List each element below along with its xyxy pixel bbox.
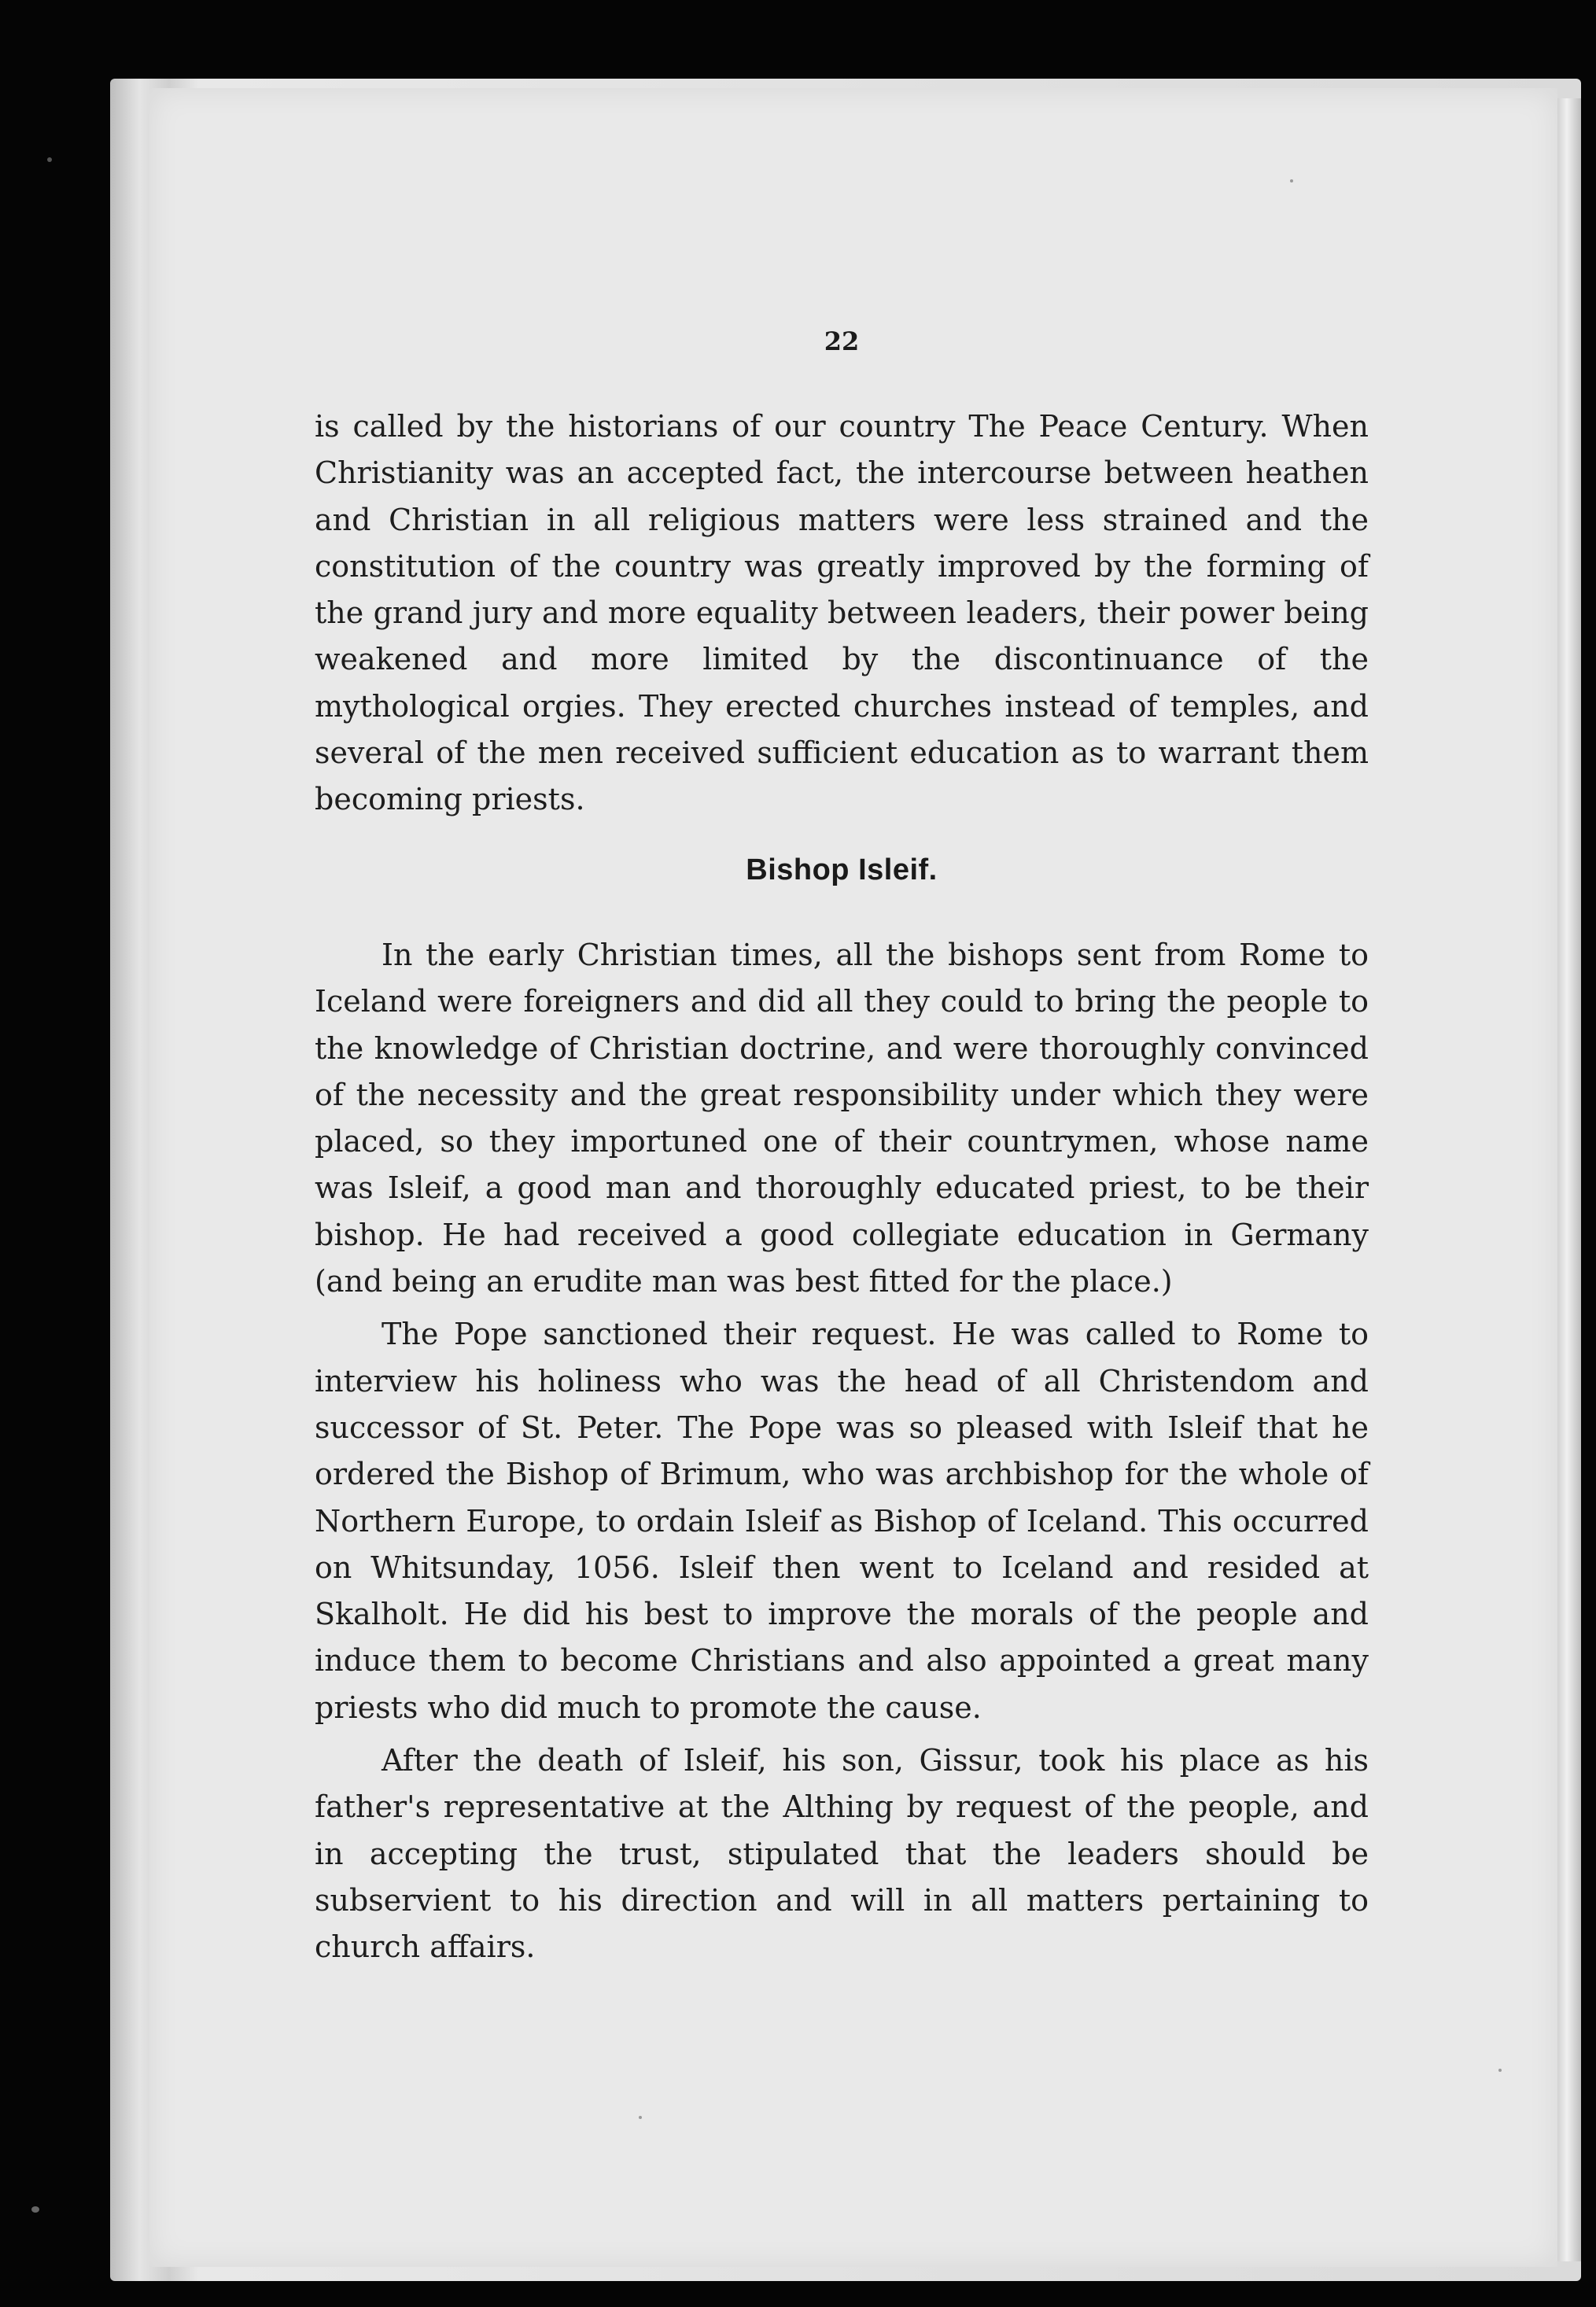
intro-text-block [315,404,1369,824]
paragraph-pope: The Pope sanctioned their request. He was called to Rome to interview his holiness who was the head of all Christendom and successor of St. Peter. The Pope was so pleased with Isleif that he ordered the Bishop of Brimum, who was archbishop for the whole of Northern Europe, to ordain Isleif as Bishop of Iceland. This occurred on Whitsunday, 1056. Isleif then went to Iceland and resided at Skalholt. He did his best to improve the morals of the people and induce them to become Christians and also appointed a great many priests who did much to promote the cause. [315,1317,1369,1725]
intro-paragraph: is called by the historians of our country The Peace Century. When Christianity was an accepted fact, the intercourse between heathen and Christian in all religious matters were less strained and the constitution of the country was greatly improved by the forming of the grand jury and more equality between leaders, their power being weakened and more limited by the discontinuance of the mythological orgies. They erected churches instead of temples, and several of the men received sufficient education as to warrant them becoming priests. [315,409,1369,817]
paragraph-bishops: In the early Christian times, all the bishops sent from Rome to Iceland were foreigners and did all they could to bring the people to the knowledge of Christian doctrine, and were thoroughly convinced of the necessity and the great responsibility under which they were placed, so they importuned one of their countrymen, whose name was Isleif, a good man and thoroughly educated priest, to be their bishop. He had received a good collegiate education in Germany (and being an erudite man was best fitted for the place.) [315,938,1369,1299]
paragraph-gissur: After the death of Isleif, his son, Gissur, took his place as his father's representative at the Althing by request of the people, and in accepting the trust, stipulated that the leaders should be subservient to his direction and will in all matters pertaining to church affairs. [315,1743,1369,1965]
scan-speck [639,2116,642,2119]
scan-speck [31,2206,39,2213]
section-text-block [315,932,1369,1971]
scan-speck [1290,179,1293,182]
scan-speck [1498,2069,1502,2072]
page-right-edge [1557,98,1581,2261]
section-heading: Bishop Isleif. [746,853,938,886]
scan-speck [47,157,52,162]
page-number: 22 [824,326,860,356]
